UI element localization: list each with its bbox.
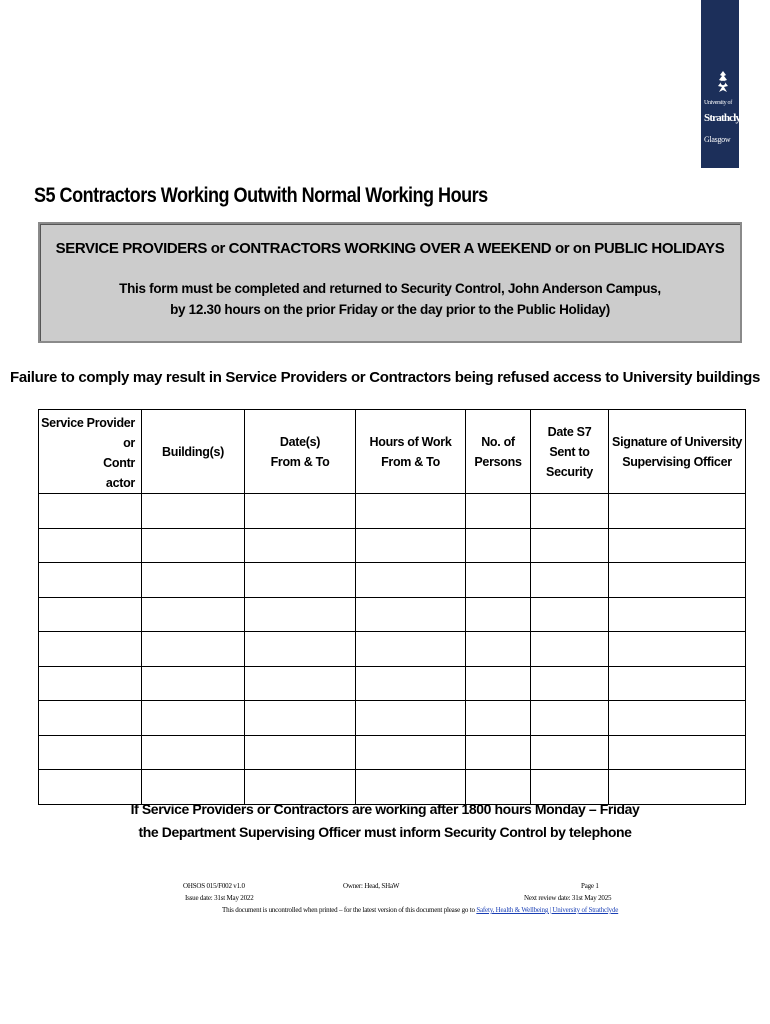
table-cell[interactable]: [356, 701, 466, 736]
table-cell[interactable]: [609, 494, 746, 529]
table-cell[interactable]: [356, 666, 466, 701]
table-row: [39, 735, 746, 770]
issue-date: Issue date: 31st May 2022: [185, 894, 254, 902]
table-row: [39, 632, 746, 667]
table-cell[interactable]: [531, 494, 609, 529]
contractor-table: [38, 409, 746, 805]
header-text: From & To: [381, 454, 440, 469]
table-cell[interactable]: [245, 666, 356, 701]
table-cell[interactable]: [356, 632, 466, 667]
footer-note-line-2: the Department Supervising Officer must inform Security Control by telephone: [138, 824, 632, 840]
table-cell[interactable]: [39, 666, 142, 701]
table-row: [39, 563, 746, 598]
table-cell[interactable]: [609, 666, 746, 701]
university-logo: [701, 0, 750, 168]
table-cell[interactable]: [609, 770, 746, 805]
table-cell[interactable]: [142, 563, 245, 598]
table-cell[interactable]: [356, 494, 466, 529]
table-cell[interactable]: [531, 770, 609, 805]
table-row: [39, 597, 746, 632]
notice-box: [38, 222, 742, 343]
header-text: Date S7: [547, 424, 592, 439]
table-row: [39, 494, 746, 529]
table-cell[interactable]: [39, 528, 142, 563]
table-cell[interactable]: [531, 597, 609, 632]
table-cell[interactable]: [466, 770, 531, 805]
table-cell[interactable]: [466, 735, 531, 770]
table-cell[interactable]: [609, 563, 746, 598]
table-cell[interactable]: [142, 528, 245, 563]
table-cell[interactable]: [142, 701, 245, 736]
header-text: Contr: [103, 456, 135, 470]
table-row: [39, 770, 746, 805]
review-date: Next review date: 31st May 2025: [524, 894, 612, 902]
table-cell[interactable]: [609, 632, 746, 667]
notice-line-2: by 12.30 hours on the prior Friday or the day prior to the Public Holiday): [170, 302, 610, 317]
table-cell[interactable]: [39, 701, 142, 736]
table-cell[interactable]: [531, 632, 609, 667]
header-signature: [609, 410, 746, 494]
header-dates: [245, 410, 356, 494]
table-cell[interactable]: [142, 666, 245, 701]
table-cell[interactable]: [531, 735, 609, 770]
header-hours: [356, 410, 466, 494]
uncontrolled-note: [222, 906, 618, 914]
header-text: Persons: [474, 454, 522, 469]
table-cell[interactable]: [245, 563, 356, 598]
header-text: From & To: [270, 454, 330, 469]
table-cell[interactable]: [39, 597, 142, 632]
table-row: [39, 528, 746, 563]
table-cell[interactable]: [466, 494, 531, 529]
table-cell[interactable]: [466, 597, 531, 632]
table-cell[interactable]: [142, 597, 245, 632]
table-cell[interactable]: [142, 494, 245, 529]
header-text: Signature of University: [612, 434, 742, 449]
table-cell[interactable]: [142, 632, 245, 667]
header-text: Building(s): [162, 444, 224, 459]
table-cell[interactable]: [142, 770, 245, 805]
table-cell[interactable]: [39, 494, 142, 529]
table-cell[interactable]: [356, 528, 466, 563]
header-text: No. of: [481, 434, 515, 449]
logo-text-line1: University of: [704, 100, 732, 106]
table-cell[interactable]: [466, 632, 531, 667]
table-row: [39, 666, 746, 701]
table-cell[interactable]: [142, 735, 245, 770]
table-cell[interactable]: [531, 666, 609, 701]
logo-text-line2: Strathclyde: [704, 112, 750, 124]
table-cell[interactable]: [531, 701, 609, 736]
doc-owner: Owner: Head, SHaW: [343, 882, 400, 890]
crest-icon: [715, 70, 731, 96]
table-cell[interactable]: [245, 597, 356, 632]
table-cell[interactable]: [245, 770, 356, 805]
table-cell[interactable]: [245, 528, 356, 563]
footer-note-line-1: If Service Providers or Contractors are working after 1800 hours Monday – Friday: [130, 801, 640, 817]
doc-id: OHSOS 015/F002 v1.0: [183, 882, 245, 890]
notice-heading: SERVICE PROVIDERS or CONTRACTORS WORKING OVER A WEEKEND or on PUBLIC HOLIDAYS: [55, 240, 725, 257]
table-cell[interactable]: [609, 735, 746, 770]
uncontrolled-text: This document is uncontrolled when printed – for the latest version of this document please go to: [222, 906, 475, 914]
table-cell[interactable]: [245, 735, 356, 770]
table-body: [39, 494, 746, 805]
table-cell[interactable]: [356, 563, 466, 598]
table-cell[interactable]: [466, 563, 531, 598]
page-title: S5 Contractors Working Outwith Normal Working Hours: [34, 184, 488, 207]
header-text: actor: [105, 476, 135, 490]
header-text: Service Provider or: [41, 416, 135, 450]
table-cell[interactable]: [609, 701, 746, 736]
notice-line-1: This form must be completed and returned to Security Control, John Anderson Campus,: [119, 281, 661, 296]
table-cell[interactable]: [39, 735, 142, 770]
header-text: Sent to: [549, 444, 590, 459]
header-buildings: [142, 410, 245, 494]
logo-text-line3: Glasgow: [704, 135, 731, 144]
table-cell[interactable]: [609, 597, 746, 632]
header-persons: [466, 410, 531, 494]
table-cell[interactable]: [356, 770, 466, 805]
table-cell[interactable]: [39, 563, 142, 598]
logo-mark: [703, 68, 750, 153]
table-cell[interactable]: [531, 563, 609, 598]
table-cell[interactable]: [245, 632, 356, 667]
table-cell[interactable]: [356, 597, 466, 632]
table-cell[interactable]: [466, 701, 531, 736]
header-text: Security: [546, 464, 593, 479]
table-header-row: [39, 410, 746, 494]
header-text: Date(s): [279, 434, 321, 449]
table-cell[interactable]: [39, 632, 142, 667]
table-cell[interactable]: [245, 494, 356, 529]
page-number: Page 1: [581, 882, 599, 890]
header-text: Supervising Officer: [622, 454, 732, 469]
table-cell[interactable]: [466, 528, 531, 563]
shaw-link[interactable]: Safety, Health & Wellbeing | University of Strathclyde: [476, 906, 619, 914]
table-cell[interactable]: [531, 528, 609, 563]
header-service-provider: [39, 410, 142, 494]
table-cell[interactable]: [609, 528, 746, 563]
table-cell[interactable]: [466, 666, 531, 701]
warning-text: Failure to comply may result in Service Providers or Contractors being refused access to University buildings: [9, 369, 761, 386]
table-row: [39, 701, 746, 736]
table-cell[interactable]: [39, 770, 142, 805]
header-date-s7: [531, 410, 609, 494]
table-cell[interactable]: [245, 701, 356, 736]
header-text: Hours of Work: [369, 434, 452, 449]
table-cell[interactable]: [356, 735, 466, 770]
